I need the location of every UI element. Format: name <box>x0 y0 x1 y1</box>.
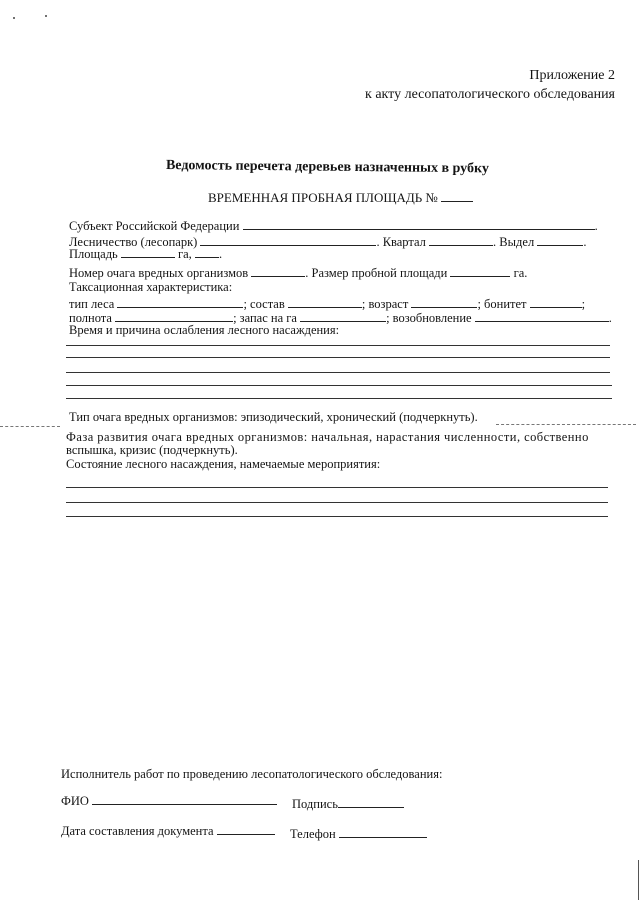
forestry-field[interactable] <box>200 234 376 246</box>
plot-number-field[interactable] <box>441 190 473 202</box>
section-label: . Выдел <box>493 235 535 249</box>
document-title: Ведомость перечета деревьев назначенных в рубку <box>165 158 489 177</box>
density-field[interactable] <box>115 310 233 322</box>
renewal-field[interactable] <box>475 310 609 322</box>
weakening-line-3[interactable] <box>66 372 610 373</box>
weakening-line-2[interactable] <box>66 357 610 358</box>
age-label: ; возраст <box>361 297 409 311</box>
fio-row <box>61 793 277 809</box>
density-row: полнота ; запас на га ; возобновление . <box>69 311 612 325</box>
area-field[interactable] <box>121 246 175 258</box>
condition-line-2[interactable] <box>66 502 608 503</box>
weakening-line-5[interactable] <box>66 398 612 399</box>
focus-number-label: Номер очага вредных организмов <box>69 266 249 280</box>
bonitet-field[interactable] <box>530 296 582 308</box>
date-field[interactable] <box>217 823 275 835</box>
composition-label: ; состав <box>243 297 285 311</box>
forestry-label: Лесничество (лесопарк) <box>69 235 198 249</box>
quarter-field[interactable] <box>429 234 493 246</box>
weakening-line-4[interactable] <box>66 385 612 386</box>
scan-speck <box>45 15 47 17</box>
subject-label: Субъект Российской Федерации <box>69 219 240 233</box>
weakening-line-1[interactable] <box>66 345 610 346</box>
forestry-row: Лесничество (лесопарк) . Квартал . Выдел . <box>69 235 587 249</box>
condition-line-3[interactable] <box>66 516 608 517</box>
focus-number-field[interactable] <box>251 265 305 277</box>
forest-type-row: тип леса ; состав ; возраст ; бонитет ; <box>69 297 586 311</box>
phase-text-line1: Фаза развития очага вредных организмов: начальная, нарастания численности, собственно <box>66 430 589 444</box>
phone-field[interactable] <box>339 826 427 838</box>
appendix-label: Приложение 2 <box>529 68 615 83</box>
area-ha-label: га, <box>178 247 192 261</box>
plot-label <box>208 190 473 206</box>
signature-row <box>292 796 404 812</box>
condition-label: Состояние лесного насаждения, намечаемые мероприятия: <box>66 457 381 471</box>
area-row: Площадь га, . <box>69 247 223 261</box>
focus-number-row <box>69 265 527 281</box>
signature-label: Подпись <box>292 797 338 811</box>
density-label: полнота <box>69 311 112 325</box>
focus-type-text: Тип очага вредных организмов: эпизодический, хронический (подчеркнуть). <box>69 410 478 424</box>
weakening-label: Время и причина ослабления лесного насаждения: <box>69 323 340 337</box>
phone-label: Телефон <box>290 827 336 841</box>
fold-mark <box>0 426 60 427</box>
subject-row: Субъект Российской Федерации . <box>69 219 598 233</box>
stock-label: ; запас на га <box>233 311 297 325</box>
renewal-label: ; возобновление <box>386 311 472 325</box>
scan-edge <box>638 860 639 900</box>
sample-size-field[interactable] <box>450 265 510 277</box>
plot-label-text: ВРЕМЕННАЯ ПРОБНАЯ ПЛОЩАДЬ № <box>208 190 438 205</box>
fio-field[interactable] <box>92 793 277 805</box>
composition-field[interactable] <box>288 296 362 308</box>
phone-row <box>290 826 427 842</box>
forest-type-label: тип леса <box>69 297 115 311</box>
age-field[interactable] <box>411 296 477 308</box>
area-label: Площадь <box>69 247 118 261</box>
appendix-subtitle: к акту лесопатологического обследования <box>365 87 615 102</box>
date-row <box>61 823 275 839</box>
taxation-label: Таксационная характеристика: <box>69 280 233 294</box>
executor-label: Исполнитель работ по проведению лесопатологического обследования: <box>61 767 443 781</box>
sample-size-label: . Размер пробной площади <box>305 266 448 280</box>
date-label: Дата составления документа <box>61 824 214 838</box>
sample-ha-label: га. <box>513 266 528 280</box>
area-extra-field[interactable] <box>195 246 219 258</box>
section-field[interactable] <box>537 234 583 246</box>
condition-line-1[interactable] <box>66 487 608 488</box>
scan-speck <box>13 17 15 19</box>
quarter-label: . Квартал <box>376 235 426 249</box>
fio-label: ФИО <box>61 794 89 808</box>
bonitet-label: ; бонитет <box>477 297 527 311</box>
phase-text-line2: вспышка, кризис (подчеркнуть). <box>66 443 238 457</box>
fold-mark <box>496 424 636 425</box>
forest-type-field[interactable] <box>117 296 243 308</box>
subject-field[interactable] <box>243 218 595 230</box>
stock-field[interactable] <box>300 310 386 322</box>
signature-field[interactable] <box>338 796 404 808</box>
